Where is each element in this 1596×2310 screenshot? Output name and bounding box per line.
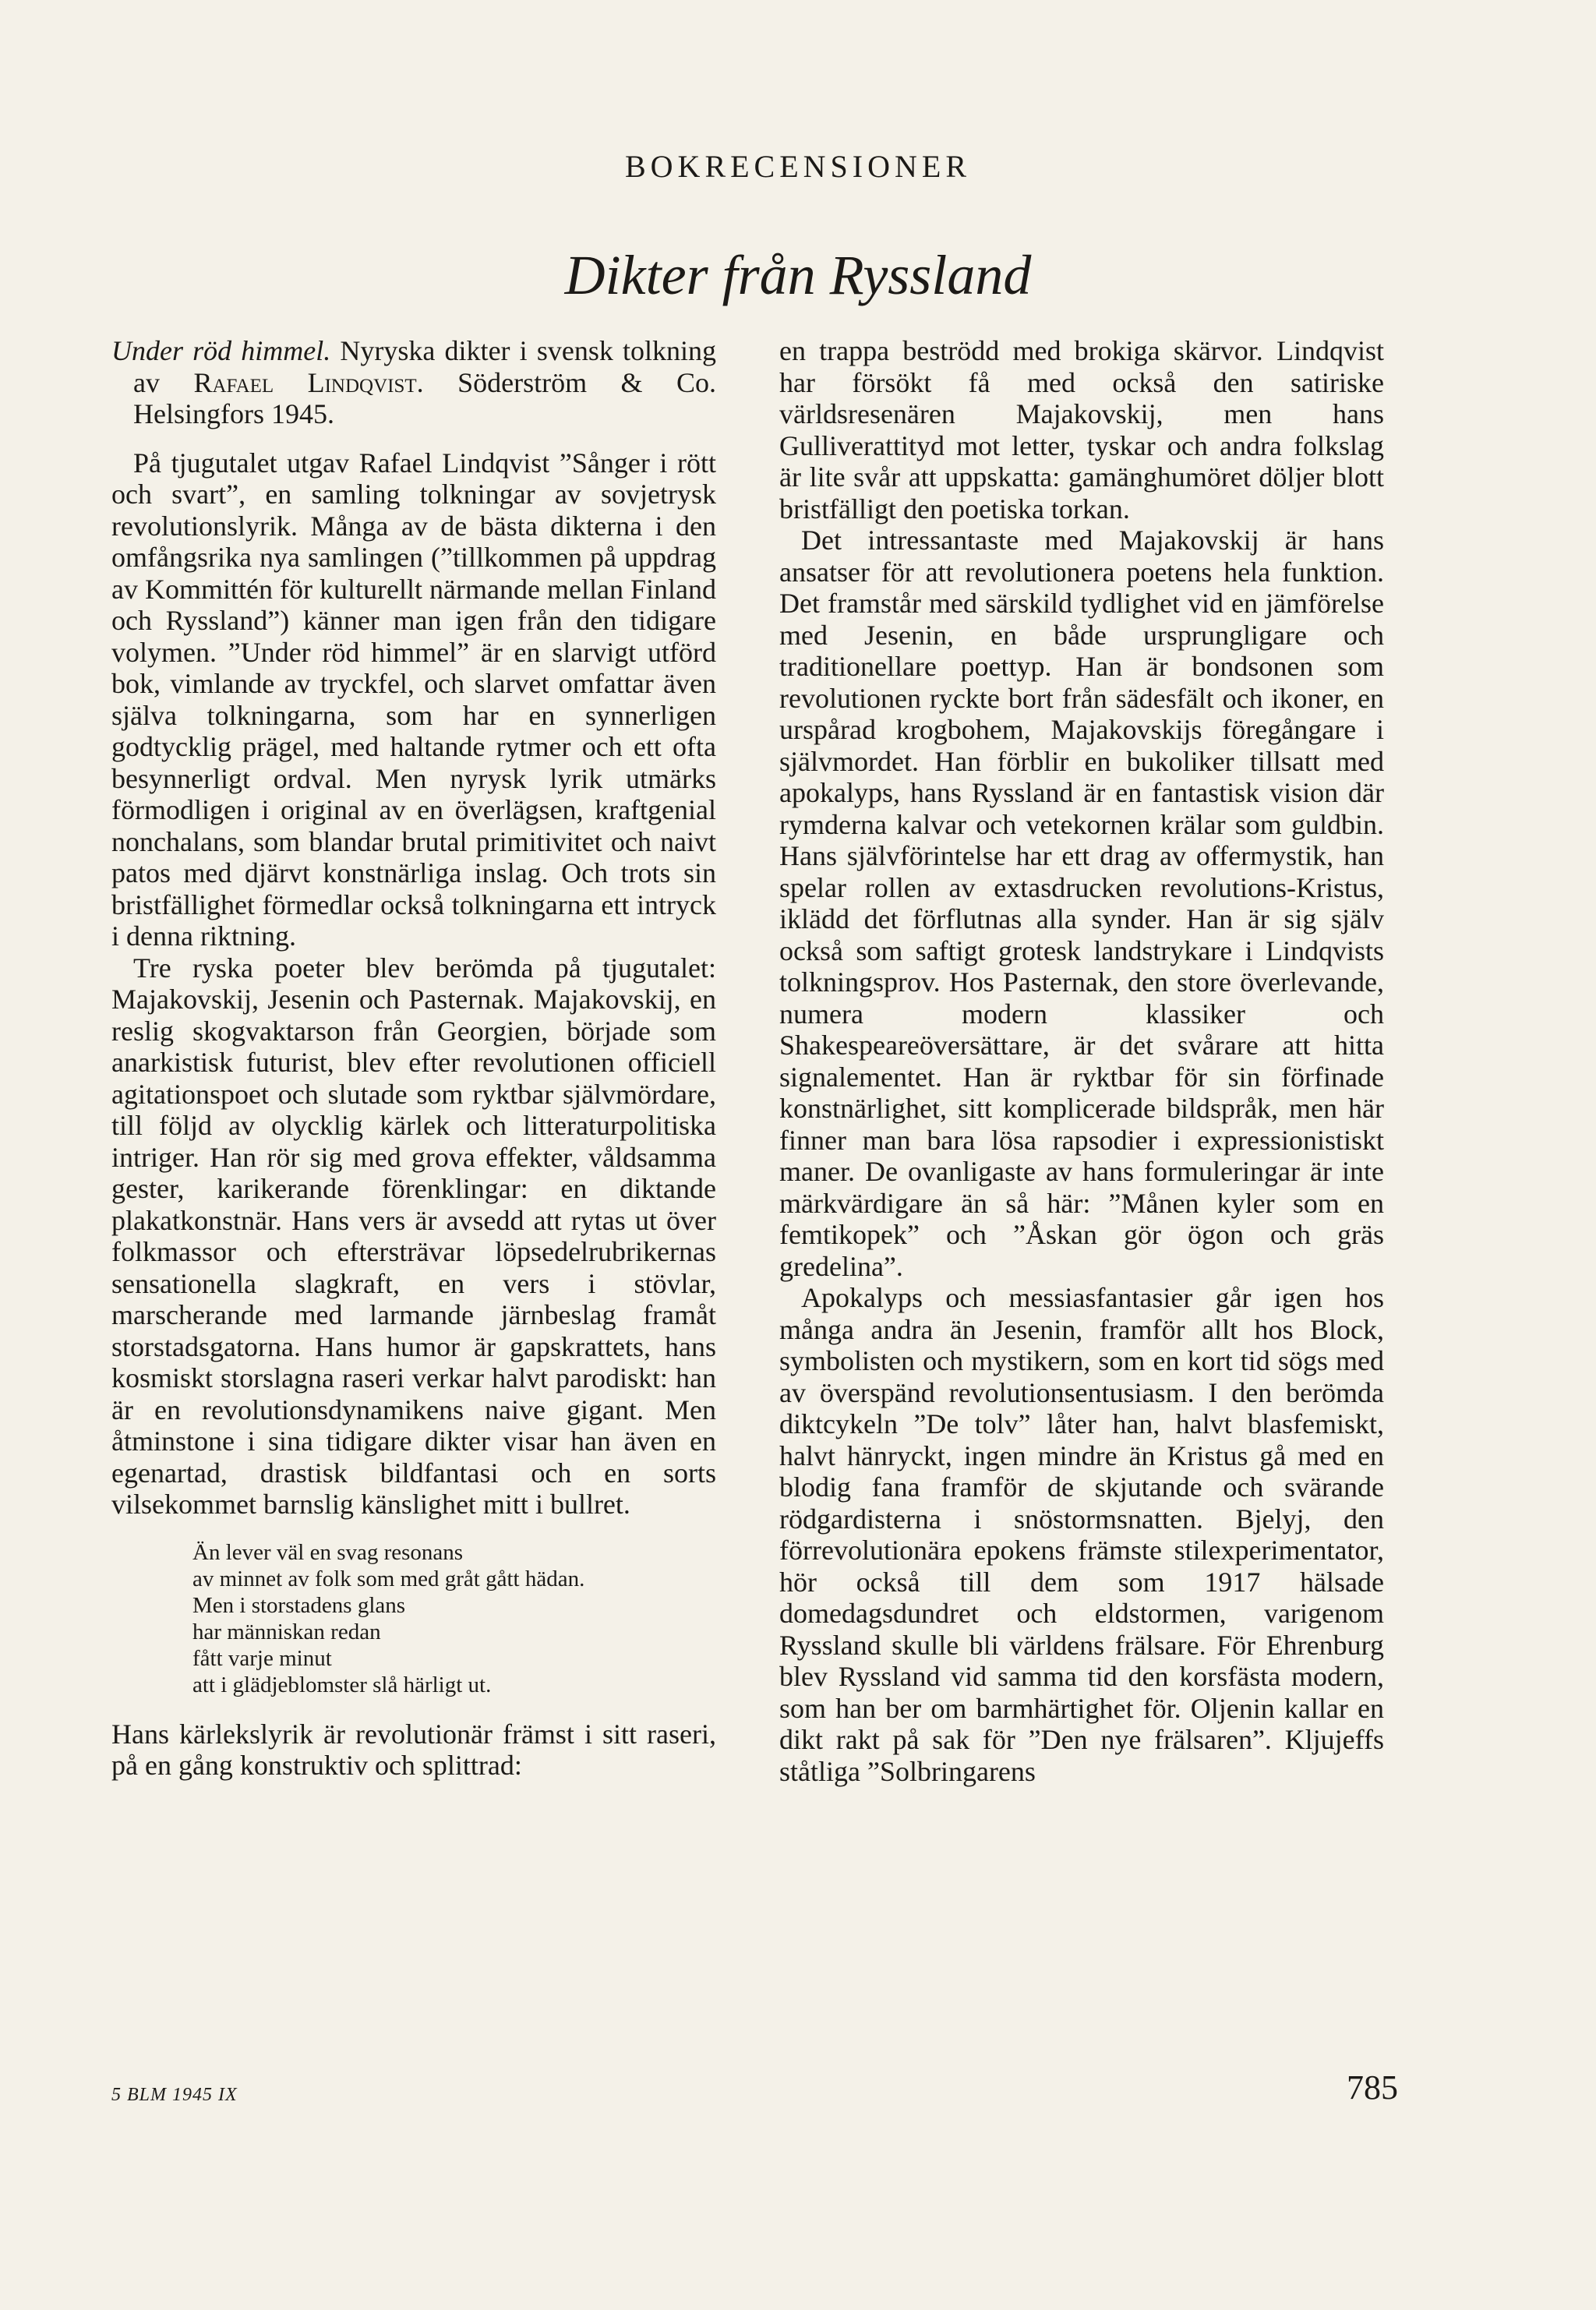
biblio-text-2: . Söderström & Co. Helsingfors 1945. — [133, 366, 716, 429]
right-paragraph-3: Apokalyps och messiasfantasier går igen hos många andra än Jesenin, framför allt hos Block, symbolisten och mystikern, som en kort tid sögs med av överspänd revolutionsentusiasm. I den berömda diktcykeln ”De tolv” låter han, halvt blasfemiskt, halvt hänryckt, ingen mindre än Kristus gå med en blodig fana framför de skjutande och svärande rödgardisterna i snöstormsnatten. Bjelyj, den förrevolutionära epokens främste stilexperimentator, hör också till dem som 1917 hälsade domedagsdundret och eldstormen, varigenom Ryssland skulle bli världens frälsare. För Ehrenburg blev Ryssland vid samma tid den korsfästa modern, som han ber om barmhärtighet för. Oljenin kallar en dikt rakt på sak för ”Den nye frälsaren”. Kljujeffs ståtliga ”Solbringarens — [779, 1282, 1384, 1787]
page-number: 785 — [1347, 2068, 1398, 2107]
article-title: Dikter från Ryssland — [564, 244, 1032, 306]
poem-line: Än lever väl en svag resonans — [192, 1539, 464, 1565]
book-title: Under röd himmel. — [111, 335, 331, 366]
poem-line: fått varje minut — [192, 1645, 332, 1671]
section-heading: BOKRECENSIONER — [624, 149, 972, 184]
poem-line: har människan redan — [192, 1619, 381, 1644]
translator-name: Rafael Lindqvist — [193, 366, 417, 398]
left-column — [111, 335, 716, 1782]
biblio-text-1: Nyryska dikter i svensk tolkning av — [133, 335, 716, 398]
right-column — [779, 335, 1384, 1787]
poem-line: att i glädjeblomster slå härligt ut. — [192, 1672, 492, 1697]
poem-line: Men i storstadens glans — [192, 1592, 406, 1618]
poem-quote — [192, 1539, 716, 1698]
left-paragraph-1: På tjugutalet utgav Rafael Lindqvist ”Sånger i rött och svart”, en samling tolkningar av sovjetrysk revolutionslyrik. Många av de bästa dikterna i den omfångsrika nya samlingen (”tillkommen på uppdrag av Kommittén för kulturellt närmande mellan Finland och Ryssland”) känner man igen från den tidigare volymen. ”Under röd himmel” är en slarvigt utförd bok, vimlande av tryckfel, och slarvet omfattar även själva tolkningarna, som har en synnerligen godtycklig prägel, med haltande rytmer och ett ofta besynnerligt ordval. Men nyrysk lyrik utmärks förmodligen i original av en överlägsen, kraftgenial nonchalans, som blandar brutal primitivitet och naivt patos med djärvt konstnärliga inslag. Och trots sin bristfällighet förmedlar också tolkningarna ett intryck i denna riktning. — [111, 447, 716, 952]
print-signature: 5 BLM 1945 IX — [111, 2085, 238, 2105]
poem-line: av minnet av folk som med gråt gått hädan. — [192, 1566, 585, 1591]
left-paragraph-after-poem: Hans kärlekslyrik är revolutionär främst i sitt raseri, på en gång konstruktiv och splittrad: — [111, 1718, 716, 1781]
bibliographic-entry — [111, 335, 716, 430]
left-paragraph-2: Tre ryska poeter blev berömda på tjugutalet: Majakovskij, Jesenin och Pasternak. Majakovskij, en reslig skogvaktarson från Georgien, började som anarkistisk futurist, blev efter revolutionen officiell agitationspoet och slutade som ryktbar självmördare, till följd av olycklig kärlek och litteraturpolitiska intriger. Han rör sig med grova effekter, våldsamma gester, karikerande förenklingar: en diktande plakatkonstnär. Hans vers är avsedd att rytas ut över folkmassor och eftersträvar löpsedelrubrikernas sensationella slagkraft, en vers i stövlar, marscherande med larmande järnbeslag framåt storstadsgatorna. Hans humor är gapskrattets, hans kosmiskt storslagna raseri verkar halvt parodiskt: han är en revolutionsdynamikens naive gigant. Men åtminstone i sina tidigare dikter visar han även en egenartad, drastisk bildfantasi och en sorts vilsekommet barnslig känslighet mitt i bullret. — [111, 952, 716, 1520]
right-paragraph-1: en trappa beströdd med brokiga skärvor. Lindqvist har försökt få med också den satiriske världsresenären Majakovskij, men hans Gulliverattityd mot letter, tyskar och andra folkslag är lite svår att uppskatta: gamänghumöret döljer blott bristfälligt den poetiska torkan. — [779, 335, 1384, 525]
right-paragraph-2: Det intressantaste med Majakovskij är hans ansatser för att revolutionera poetens hela funktion. Det framstår med särskild tydlighet vid en jämförelse med Jesenin, en både ursprungligare och traditionellare poettyp. Han är bondsonen som revolutionen ryckte bort från sädesfält och ikoner, en urspårad krogbohem, Majakovskijs föregångare i självmordet. Han förblir en bukoliker tillsatt med apokalyps, hans Ryssland är en fantastisk vision där rymderna kalvar och vetekornen krälar som guldbin. Hans självförintelse har ett drag av offermystik, han spelar rollen av extasdrucken revolutions-Kristus, iklädd det förflutnas alla synder. Han är sig själv också som saftigt grotesk landstrykare i Lindqvists tolkningsprov. Hos Pasternak, den store överlevande, numera modern klassiker och Shakespeareöversättare, är det svårare att hitta signalementet. Han är ryktbar för sin förfinade konstnärlighet, sitt komplicerade bildspråk, men här finner man bara lösa rapsodier i expressionistiskt maner. De ovanligaste av hans formuleringar är inte märkvärdigare än så här: ”Månen kyler som en femtikopek” och ”Åskan gör ögon och gräs gredelina”. — [779, 525, 1384, 1282]
